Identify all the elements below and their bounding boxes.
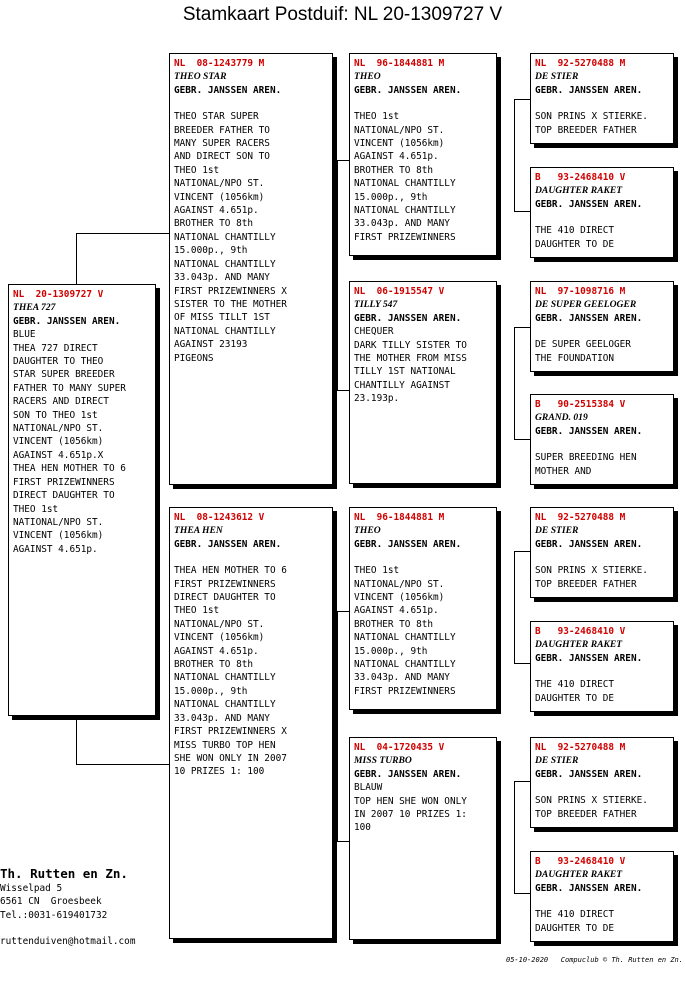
ring-number: B 93-2468410 V [535,626,626,637]
connector-line [514,551,515,663]
pigeon-name: GRAND. 019 [535,412,588,424]
pigeon-info: THE 410 DIRECT DAUGHTER TO DE [535,225,615,250]
pigeon-owner: GEBR. JANSSEN AREN. [354,768,462,780]
pigeon-name: DAUGHTER RAKET [535,639,623,651]
great-grandparent-card [530,621,674,712]
ring-number: NL 08-1243612 V [174,512,265,523]
connector-line [514,327,530,328]
great-grandparent-card [530,851,674,942]
pigeon-name: DE STIER [535,755,579,767]
footer-credit: 05-10-2020 Compuclub © Th. Rutten en Zn. [505,956,683,964]
pigeon-info: SON PRINS X STIERKE. TOP BREEDER FATHER [535,795,648,820]
great-grandparent-card [530,507,674,598]
pigeon-info: BLUE THEA 727 DIRECT DAUGHTER TO THEO STAR SUPER BREEDER FATHER TO MANY SUPER RACERS AND DIRECT SON TO THEO 1st NATIONAL/NPO ST. VINCENT (1056km) AGAINST 4.651p.X THEA HEN MOTHER TO 6 FIRST PRIZEWINNERS DIRECT DAUGHTER TO THEO 1st NATIONAL/NPO ST. VINCENT (1056km) AGAINST 4.651p. [13,329,126,555]
pigeon-name: DE STIER [535,71,579,83]
ring-number: NL 20-1309727 V [13,289,104,300]
pigeon-name: THEA HEN [174,525,223,537]
pigeon-info: THEO STAR SUPER BREEDER FATHER TO MANY SUPER RACERS AND DIRECT SON TO THEO 1st NATIONAL/NPO ST. VINCENT (1056km) AGAINST 4.651p. BROTHER TO 8th NATIONAL CHANTILLY 15.000p., 9th NATIONAL CHANTILLY 33.043p. AND MANY FIRST PRIZEWINNERS X SISTER TO THE MOTHER OF MISS TILLT 1ST NATIONAL CHANTILLY AGAINST 23193 PIGEONS [174,111,287,364]
pigeon-owner: GEBR. JANSSEN AREN. [535,768,643,780]
pigeon-name: DAUGHTER RAKET [535,185,623,197]
pigeon-owner: GEBR. JANSSEN AREN. [174,538,282,550]
ring-number: NL 96-1844881 M [354,58,445,69]
connector-line [337,611,338,841]
maternal-grandfather-card [349,507,497,710]
connector-line [337,160,338,390]
pigeon-owner: GEBR. JANSSEN AREN. [535,882,643,894]
ring-number: B 93-2468410 V [535,856,626,867]
pigeon-owner: GEBR. JANSSEN AREN. [535,652,643,664]
connector-line [514,663,530,664]
connector-line [337,611,349,612]
breeder-email[interactable]: ruttenduiven@hotmail.com [0,936,136,948]
connector-line [514,439,530,440]
pigeon-info: THEO 1st NATIONAL/NPO ST. VINCENT (1056km) AGAINST 4.651p. BROTHER TO 8th NATIONAL CHANTILLY 15.000p., 9th NATIONAL CHANTILLY 33.043p. AND MANY FIRST PRIZEWINNERS [354,565,456,697]
ring-number: NL 06-1915547 V [354,286,445,297]
pigeon-name: THEO [354,71,381,83]
connector-line [514,211,530,212]
pigeon-name: DE STIER [535,525,579,537]
ring-number: NL 92-5270488 M [535,512,626,523]
connector-line [514,781,530,782]
pigeon-info: CHEQUER DARK TILLY SISTER TO THE MOTHER FROM MISS TILLY 1ST NATIONAL CHANTILLY AGAINST 23.193p. [354,326,467,405]
maternal-grandmother-card [349,737,497,940]
pigeon-name: THEA 727 [13,302,56,314]
pigeon-info: SUPER BREEDING HEN MOTHER AND [535,452,637,477]
ring-number: NL 08-1243779 M [174,58,265,69]
breeder-name: Th. Rutten en Zn. [0,866,128,881]
great-grandparent-card [530,53,674,144]
breeder-street: Wisselpad 5 [0,883,63,894]
ring-number: NL 97-1098716 M [535,286,626,297]
pigeon-info: THEO 1st NATIONAL/NPO ST. VINCENT (1056km) AGAINST 4.651p. BROTHER TO 8th NATIONAL CHANTILLY 15.000p., 9th NATIONAL CHANTILLY 33.043p. AND MANY FIRST PRIZEWINNERS [354,111,456,243]
pigeon-info: SON PRINS X STIERKE. TOP BREEDER FATHER [535,565,648,590]
great-grandparent-card [530,281,674,372]
ring-number: NL 04-1720435 V [354,742,445,753]
connector-line [76,233,77,286]
connector-line [76,716,77,764]
ring-number: B 90-2515384 V [535,399,626,410]
pigeon-info: THE 410 DIRECT DAUGHTER TO DE [535,679,615,704]
pigeon-name: DE SUPER GEELOGER [535,299,637,311]
connector-line [76,764,169,765]
pigeon-name: TILLY 547 [354,299,398,311]
pigeon-owner: GEBR. JANSSEN AREN. [13,315,121,327]
pigeon-name: THEO [354,525,381,537]
connector-line [514,99,530,100]
paternal-grandmother-card [349,281,497,484]
pigeon-info: THE 410 DIRECT DAUGHTER TO DE [535,909,615,934]
pigeon-owner: GEBR. JANSSEN AREN. [535,538,643,550]
ring-number: NL 92-5270488 M [535,742,626,753]
page-title: Stamkaart Postduif: NL 20-1309727 V [182,4,503,25]
pigeon-owner: GEBR. JANSSEN AREN. [535,198,643,210]
connector-line [514,781,515,893]
pigeon-info: THEA HEN MOTHER TO 6 FIRST PRIZEWINNERS DIRECT DAUGHTER TO THEO 1st NATIONAL/NPO ST. VINCENT (1056km) AGAINST 4.651p. BROTHER TO 8th NATIONAL CHANTILLY 15.000p., 9th NATIONAL CHANTILLY 33.043p. AND MANY FIRST PRIZEWINNERS X MISS TURBO TOP HEN SHE WON ONLY IN 2007 10 PRIZES 1: 100 [174,565,287,778]
breeder-info [0,866,135,949]
connector-line [337,160,349,161]
breeder-city: 6561 CN Groesbeek [0,896,102,908]
great-grandparent-card [530,394,674,485]
pigeon-info: SON PRINS X STIERKE. TOP BREEDER FATHER [535,111,648,136]
connector-line [76,233,169,234]
great-grandparent-card [530,737,674,828]
pigeon-owner: GEBR. JANSSEN AREN. [354,538,462,550]
subject-pigeon-card [8,284,156,716]
pigeon-info: DE SUPER GEELOGER THE FOUNDATION [535,339,631,364]
ring-number: NL 96-1844881 M [354,512,445,523]
pigeon-owner: GEBR. JANSSEN AREN. [535,312,643,324]
pigeon-name: DAUGHTER RAKET [535,869,623,881]
connector-line [337,841,349,842]
connector-line [514,551,530,552]
ring-number: NL 92-5270488 M [535,58,626,69]
connector-line [514,893,530,894]
connector-line [514,327,515,439]
mother-pigeon-card [169,507,333,939]
father-pigeon-card [169,53,333,485]
pigeon-info: BLAUW TOP HEN SHE WON ONLY IN 2007 10 PRIZES 1: 100 [354,782,467,834]
connector-line [514,99,515,211]
connector-line [337,390,349,391]
pigeon-name: THEO STAR [174,71,227,83]
great-grandparent-card [530,167,674,258]
pigeon-name: MISS TURBO [354,755,412,767]
ring-number: B 93-2468410 V [535,172,626,183]
breeder-phone: Tel.:0031-619401732 [0,909,108,921]
pigeon-owner: GEBR. JANSSEN AREN. [174,84,282,96]
pigeon-owner: GEBR. JANSSEN AREN. [535,425,643,437]
pigeon-owner: GEBR. JANSSEN AREN. [354,312,462,324]
pigeon-owner: GEBR. JANSSEN AREN. [354,84,462,96]
paternal-grandfather-card [349,53,497,256]
pigeon-owner: GEBR. JANSSEN AREN. [535,84,643,96]
